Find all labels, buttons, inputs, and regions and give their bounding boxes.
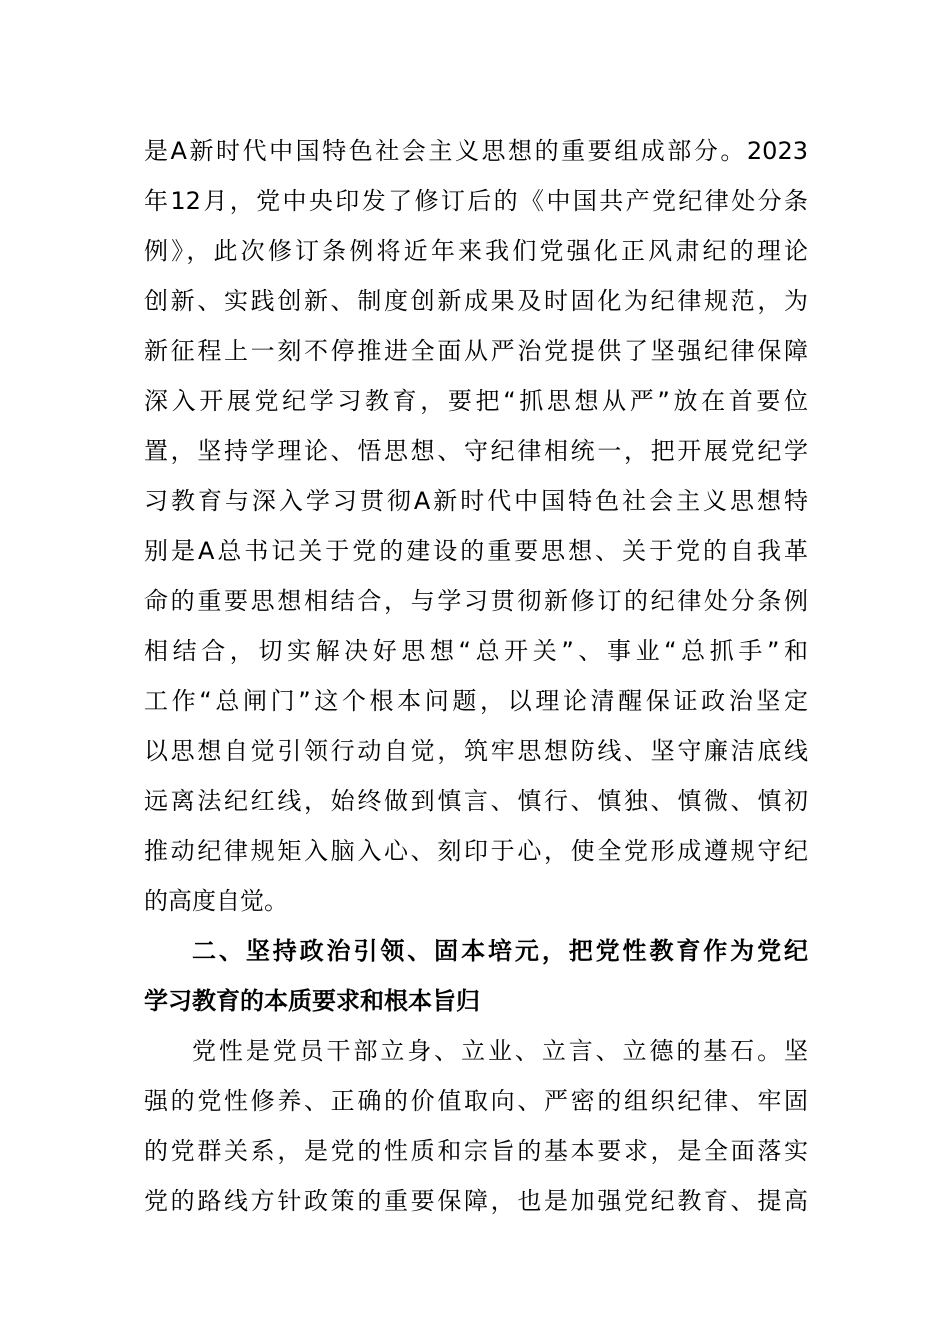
body-line: 强的党性修养、正确的价值取向、严密的组织纪律、牢固 — [144, 1087, 808, 1115]
body-line: 党的路线方针政策的重要保障，也是加强党纪教育、提高 — [144, 1187, 808, 1215]
body-line: 的党群关系，是党的性质和宗旨的基本要求，是全面落实 — [144, 1137, 808, 1165]
document-body — [144, 126, 808, 1226]
body-line: 的高度自觉。 — [144, 887, 288, 915]
body-line: 远离法纪红线，始终做到慎言、慎行、慎独、慎微、慎初 — [144, 787, 808, 815]
body-line: 是A新时代中国特色社会主义思想的重要组成部分。2023 — [144, 137, 808, 165]
body-line: 命的重要思想相结合，与学习贯彻新修订的纪律处分条例 — [144, 587, 808, 615]
body-line: 例》，此次修订条例将近年来我们党强化正风肃纪的理论 — [144, 237, 808, 265]
body-line: 新征程上一刻不停推进全面从严治党提供了坚强纪律保障 — [144, 337, 808, 365]
body-line: 置，坚持学理论、悟思想、守纪律相统一，把开展党纪学 — [144, 437, 808, 465]
body-line: 习教育与深入学习贯彻A新时代中国特色社会主义思想特 — [144, 487, 808, 515]
body-line: 相结合，切实解决好思想“总开关”、事业“总抓手”和 — [144, 637, 808, 665]
body-line: 党性是党员干部立身、立业、立言、立德的基石。坚 — [192, 1037, 808, 1065]
body-line: 深入开展党纪学习教育，要把“抓思想从严”放在首要位 — [144, 387, 808, 415]
body-line: 工作“总闸门”这个根本问题，以理论清醒保证政治坚定 — [144, 687, 808, 715]
body-line: 推动纪律规矩入脑入心、刻印于心，使全党形成遵规守纪 — [144, 837, 808, 865]
section-heading: 二、坚持政治引领、固本培元，把党性教育作为党纪 — [192, 937, 808, 965]
body-line: 以思想自觉引领行动自觉，筑牢思想防线、坚守廉洁底线 — [144, 737, 808, 765]
body-line: 创新、实践创新、制度创新成果及时固化为纪律规范，为 — [144, 287, 808, 315]
section-heading: 学习教育的本质要求和根本旨归 — [144, 987, 480, 1015]
body-line: 年12月，党中央印发了修订后的《中国共产党纪律处分条 — [144, 187, 808, 215]
body-line: 别是A总书记关于党的建设的重要思想、关于党的自我革 — [144, 537, 808, 565]
